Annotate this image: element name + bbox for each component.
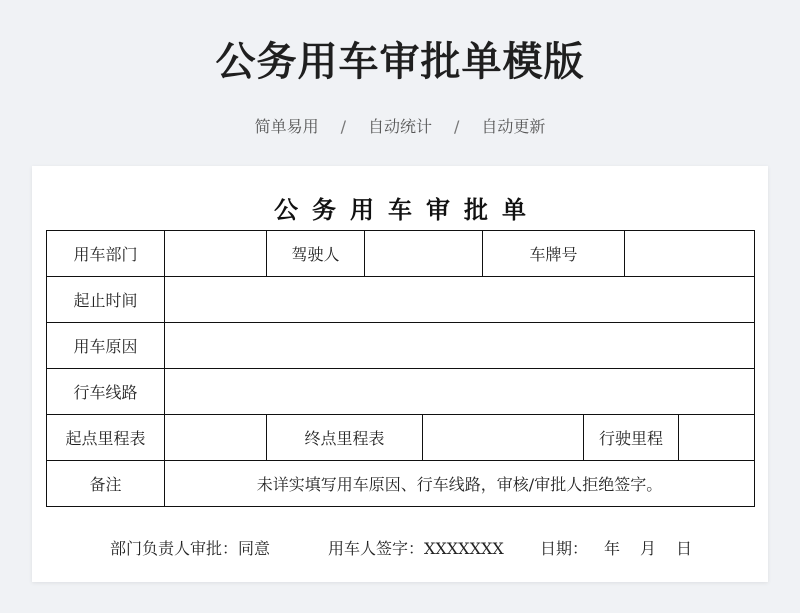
end-mileage-field[interactable] bbox=[423, 415, 584, 461]
reason-label: 用车原因 bbox=[47, 323, 165, 369]
dept-approval: 部门负责人审批：同意 bbox=[110, 539, 271, 558]
route-label: 行车线路 bbox=[47, 369, 165, 415]
plate-field[interactable] bbox=[625, 231, 755, 277]
date-year: 年 bbox=[604, 539, 621, 558]
approval-form-table bbox=[46, 230, 755, 507]
page-title: 公务用车审批单模版 bbox=[215, 39, 585, 85]
dept-field[interactable] bbox=[165, 231, 267, 277]
separator: / bbox=[340, 117, 346, 136]
driver-field[interactable] bbox=[365, 231, 483, 277]
table-row bbox=[47, 323, 755, 369]
start-mileage-field[interactable] bbox=[165, 415, 267, 461]
separator: / bbox=[454, 117, 460, 136]
date-label: 日期： bbox=[540, 539, 589, 558]
approval-form-card bbox=[32, 166, 768, 582]
distance-field[interactable] bbox=[679, 415, 755, 461]
feature-auto-update: 自动更新 bbox=[481, 117, 546, 136]
end-mileage-label: 终点里程表 bbox=[267, 415, 423, 461]
time-field[interactable] bbox=[165, 277, 755, 323]
remark-label: 备注 bbox=[47, 461, 165, 507]
feature-easy: 简单易用 bbox=[254, 117, 319, 136]
table-row bbox=[47, 277, 755, 323]
table-row bbox=[47, 461, 755, 507]
feature-auto-stats: 自动统计 bbox=[367, 117, 432, 136]
remark-field[interactable]: 未详实填写用车原因、行车线路，审核/审批人拒绝签字。 bbox=[165, 461, 755, 507]
form-title: 公务用车审批单 bbox=[274, 195, 540, 224]
table-row bbox=[47, 231, 755, 277]
driver-signature: 用车人签字：XXXXXXX bbox=[328, 539, 504, 558]
date-day: 日 bbox=[676, 539, 693, 558]
feature-list bbox=[0, 114, 800, 137]
reason-field[interactable] bbox=[165, 323, 755, 369]
table-row bbox=[47, 369, 755, 415]
plate-label: 车牌号 bbox=[483, 231, 625, 277]
date-month: 月 bbox=[640, 539, 657, 558]
distance-label: 行驶里程 bbox=[584, 415, 679, 461]
time-label: 起止时间 bbox=[47, 277, 165, 323]
driver-label: 驾驶人 bbox=[267, 231, 365, 277]
start-mileage-label: 起点里程表 bbox=[47, 415, 165, 461]
route-field[interactable] bbox=[165, 369, 755, 415]
table-row bbox=[47, 415, 755, 461]
dept-label: 用车部门 bbox=[47, 231, 165, 277]
